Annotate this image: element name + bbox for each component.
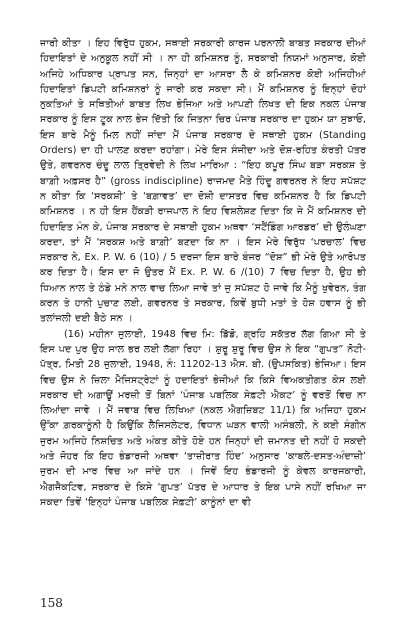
page-number: 158 [40, 596, 63, 610]
body-text [40, 36, 366, 510]
paragraph-1: ਜਾਰੀ ਕੀਤਾ । ਇਹ ਵਿਰੁੱਧ ਹੁਕਮ, ਸਥਾਈ ਸਰਕਾਰੀ ਕਾਰਜ ਪਰਨਾਲੀ ਬਾਬਤ ਸਰਕਾਰ ਦੀਆਂ ਹਿਦਾਇਤਾਂ ਦੇ ਅਨੁਕੂਲ ਨਹੀਂ ਸੀ । ਨਾ ਹੀ ਕਮਿਸ਼ਨਰ ਨੂੰ, ਸਰਕਾਰੀ ਨਿਯਮਾਂ ਅਨੁਸਾਰ, ਕੋਈ ਅਜਿਹੇ ਅਧਿਕਾਰ ਪ੍ਰਾਪਤ ਸਨ, ਜਿਨ੍ਹਾਂ ਦਾ ਆਸਰਾ ਲੈ ਕੇ ਕਮਿਸ਼ਨਰ ਕੋਈ ਅਜਿਹੀਆਂ ਹਿਦਾਇਤਾਂ ਡਿਪਟੀ ਕਮਿਸ਼ਨਰਾਂ ਨੂੰ ਜਾਰੀ ਕਰ ਸਕਦਾ ਸੀ। ਮੈਂ ਕਮਿਸ਼ਨਰ ਨੂੰ ਇਨ੍ਹਾਂ ਦੋਹਾਂ ਨੁਕਤਿਆਂ ਤੇ ਸਥਿਤੀਆਂ ਬਾਬਤ ਲਿਖ ਭੇਜਿਆ ਅਤੇ ਆਪਣੀ ਲਿਖਤ ਦੀ ਇਕ ਨਕਲ ਪੰਜਾਬ ਸਰਕਾਰ ਨੂੰ ਇਸ ਟੂਕ ਨਾਲ ਭੇਜ ਦਿੱਤੀ ਕਿ ਜਿਤਨਾ ਚਿਰ ਪੰਜਾਬ ਸਰਕਾਰ ਦਾ ਹੁਕਮ ਯਾ ਸੁਝਾਓ, ਇਸ ਬਾਰੇ ਮੈਨੂੰ ਮਿਲ ਨਹੀਂ ਜਾਂਦਾ ਮੈਂ ਪੰਜਾਬ ਸਰਕਾਰ ਦੇ ਸਥਾਈ ਹੁਕਮ (Standing Orders) ਦਾ ਹੀ ਪਾਲਣ ਕਰਦਾ ਰਹਾਂਗਾ। ਮੇਰੇ ਇਸ ਸੰਜੀਦਾ ਅਤੇ ਦੋਸ਼-ਰਹਿਤ ਕੰਰਤੀ ਪੱਤਰ ਉਤੇ, ਗਵਰਨਰ ਚੰਦੂ ਲਾਲ ਤ੍ਰਿਵੇਦੀ ਨੇ ਲਿਖ ਮਾਰਿਆ : “ਇਹ ਕਪੂਰ ਸਿੰਘ ਬੜਾ ਸਰਕਸ਼ ਤੇ ਬਾਗ਼ੀ ਅਫ਼ਸਰ ਹੈ” (gross indiscipline) ਰਾਜਮਦ ਮੈਤੇ ਹਿੰਦੂ ਗਵਰਨਰ ਨੇ ਇਹ ਸਪੱਸ਼ਟ ਨ ਕੀਤਾ ਕਿ ‘ਸਰਕਸ਼ੀ’ ਤੇ ‘ਬਗ਼ਾਵਤ’ ਦਾ ਦੋਸ਼ੀ ਦਾਸਤਰ ਵਿਚ ਕਮਿਸ਼ਨਰ ਹੈ ਕਿ ਡਿਪਟੀ ਕਮਿਸ਼ਨਰ । ਨ ਹੀ ਇਸ ਹੈਂਕੜੀ ਰਾਜਪਾਲ ਨੇ ਇਹ ਵਿਸ਼ਲੇਸ਼ਣ ਦਿਤਾ ਕਿ ਜੇ ਮੈਂ ਕਮਿਸ਼ਨਰ ਦੀ ਹਿਦਾਇਤ ਮੰਨ ਕੇ, ਪੰਜਾਬ ਸਰਕਾਰ ਦੇ ਸਥਾਈ ਹੁਕਮ ਅਥਵਾ ‘ਸਟੈਂਡਿੰਗ ਆਰਡਰ’ ਦੀ ਉਲੰਘਣਾ ਕਰਦਾ, ਤਾਂ ਮੈਂ ‘ਸਰਕਸ਼ ਅਤੇ ਬਾਗ਼ੀ’ ਬਣਦਾ ਕਿ ਨਾ । ਇਸ ਮੇਰੇ ਵਿਰੁੱਧ ‘ਪਰਚਾਲ’ ਵਿਚ ਸਰਕਾਰ ਨੇ, Ex. P. W. 6 (10) / 5 ਦਰਜਾ ਇਸ ਬਾਰੇ ਬੰਜਰ “ਦੋਸ਼” ਭੀ ਮੇਰੇ ਉਤੇ ਆਰੋਪਤ ਕਰ ਦਿਤਾ ਹੈ। ਇਸ ਦਾ ਜੋ ਉਤਰ ਮੈਂ Ex. P. W. 6 /(10) 7 ਵਿਚ ਦਿਤਾ ਹੈ, ਉਹ ਭੀ ਧਿਆਨ ਨਾਲ ਤੇ ਠੰਡੇ ਮਨੇ ਨਾਲ ਵਾਚ ਲਿਆ ਜਾਵੇ ਤਾਂ ਜੁ ਸਪੱਸ਼ਟ ਹੋ ਜਾਵੇ ਕਿ ਮੈਨੂੰ ਖੁਵੇਰਨ, ਤੰਗ ਕਰਨ ਤੇ ਹਾਨੀ ਪੁਚਾਣ ਲਈ, ਗਵਰਨਰ ਤੇ ਸਰਕਾਰ, ਕਿਵੇਂ ਬੁਧੀ ਮਤਾਂ ਤੇ ਹੋਸ਼ ਹਵਾਸ ਨੂੰ ਭੀ ਤਲਾਂਜਲੀ ਦਈ ਬੈਠੇ ਸਨ । [40, 38, 366, 325]
paragraph-2: (16) ਮਹੀਨਾ ਜੁਲਾਈ, 1948 ਵਿਚ ਮਿ: ਡਿੱਡੋ, ਗ੍ਰਹਿ ਸਕੱਤਰ ਲੱਗ ਗਿਆ ਸੀ ਤੇ ਇਸ ਪਦ ਪੁਰ ਉਹ ਸਾਲ ਭਰ ਲਈ ਲੱਗਾ ਰਿਹਾ । ਸ਼ੁਰੂ ਸ਼ੁਰੂ ਵਿਚ ਉਸ ਨੇ ਇਕ “ਗੁਪਤ” ਨੋਟੀ-ਪੱਤ੍ਰ, ਮਿਤੀ 28 ਜੁਲਾਈ, 1948, ਨੰ: 11202-13 ਐਸ. ਬੀ. (ਉਪਸਕਿਤ) ਭੇਜਿਆ। ਇਸ ਵਿਚ ਉਸ ਨੇ ਜ਼ਿਲਾ ਮੈਜਿਸਟ੍ਰੇਟਾਂ ਨੂੰ ਹਦਾਇਤਾਂ ਭੇਜੀਆਂ ਕਿ ਕਿਸੇ ਵਿਅਕਤੀਗਤ ਕੇਸ ਲਈ ਸਰਕਾਰ ਦੀ ਅਗਾਊਂ ਮਰਜ਼ੀ ਤੋਂ ਬਿਨਾਂ ‘ਪੰਜਾਬ ਪਬਲਿਕ ਸੇਫ਼ਟੀ ਐਕਟ’ ਨੂੰ ਵਰਤੋਂ ਵਿਚ ਨਾ ਲਿਆਂਦਾ ਜਾਵੇ । ਮੈਂ ਜਵਾਬ ਵਿਚ ਲਿਖਿਆ (ਨਕਲ ਐਗਜ਼ਿਬਟ 11/1) ਕਿ ਅਜਿਹਾ ਹੁਕਮ ਉੱਕਾ ਗ਼ਰਕਾਨੂੰਨੀ ਹੈ ਕਿਉਂਕਿ ਲੈਜਿਸਲੇਟਰ, ਵਿਧਾਨ ਘੜਨ ਵਾਲੀ ਅਸੰਬਲੀ, ਨੇ ਕਈ ਸੰਗੀਨ ਜੁਰਮ ਅਜਿਹੇ ਨਿਸ਼ਚਿਤ ਅਤੇ ਅੰਕਤ ਕੀਤੇ ਹੋਏ ਹਨ ਜਿਨ੍ਹਾਂ ਦੀ ਜ਼ਮਾਨਤ ਦੀ ਨਹੀਂ ਹੋ ਸਕਦੀ ਅਤੇ ਜੋਹਰ ਕਿ ਇਹ ਭੰਡਾਰਜੀ ਅਥਵਾ ‘ਤਾਜ਼ੀਰਾਤ ਹਿੰਦ’ ਅਨੁਸਾਰ ‘ਕਾਬਲੇ-ਦਸਤ-ਅੰਦਾਜ਼ੀ’ ਜੁਰਮ ਦੀ ਮਾਰ ਵਿਚ ਆ ਜਾਂਦੇ ਹਨ । ਜਿਵੇਂ ਇਹ ਭੰਡਾਰਜੀ ਨੂੰ ਕੇਵਲ ਕਾਰਜਕਾਰੀ, ਐਗਜੈਕਟਿਵ, ਸਰਕਾਰ ਦੇ ਕਿਸੇ ‘ਗੁਪਤ’ ਪੱਤਰ ਦੇ ਆਧਾਰ ਤੇ ਇਕ ਪਾਸੇ ਨਹੀਂ ਰਖਿਆ ਜਾ ਸਕਦਾ ਤਿਵੇਂ ‘ਇਨ੍ਹਾਂ ਪੰਜਾਬ ਪਬਲਿਕ ਸੇਫ਼ਟੀ’ ਕਾਨੂੰਨਾਂ ਦਾ ਵੀ [40, 328, 366, 508]
